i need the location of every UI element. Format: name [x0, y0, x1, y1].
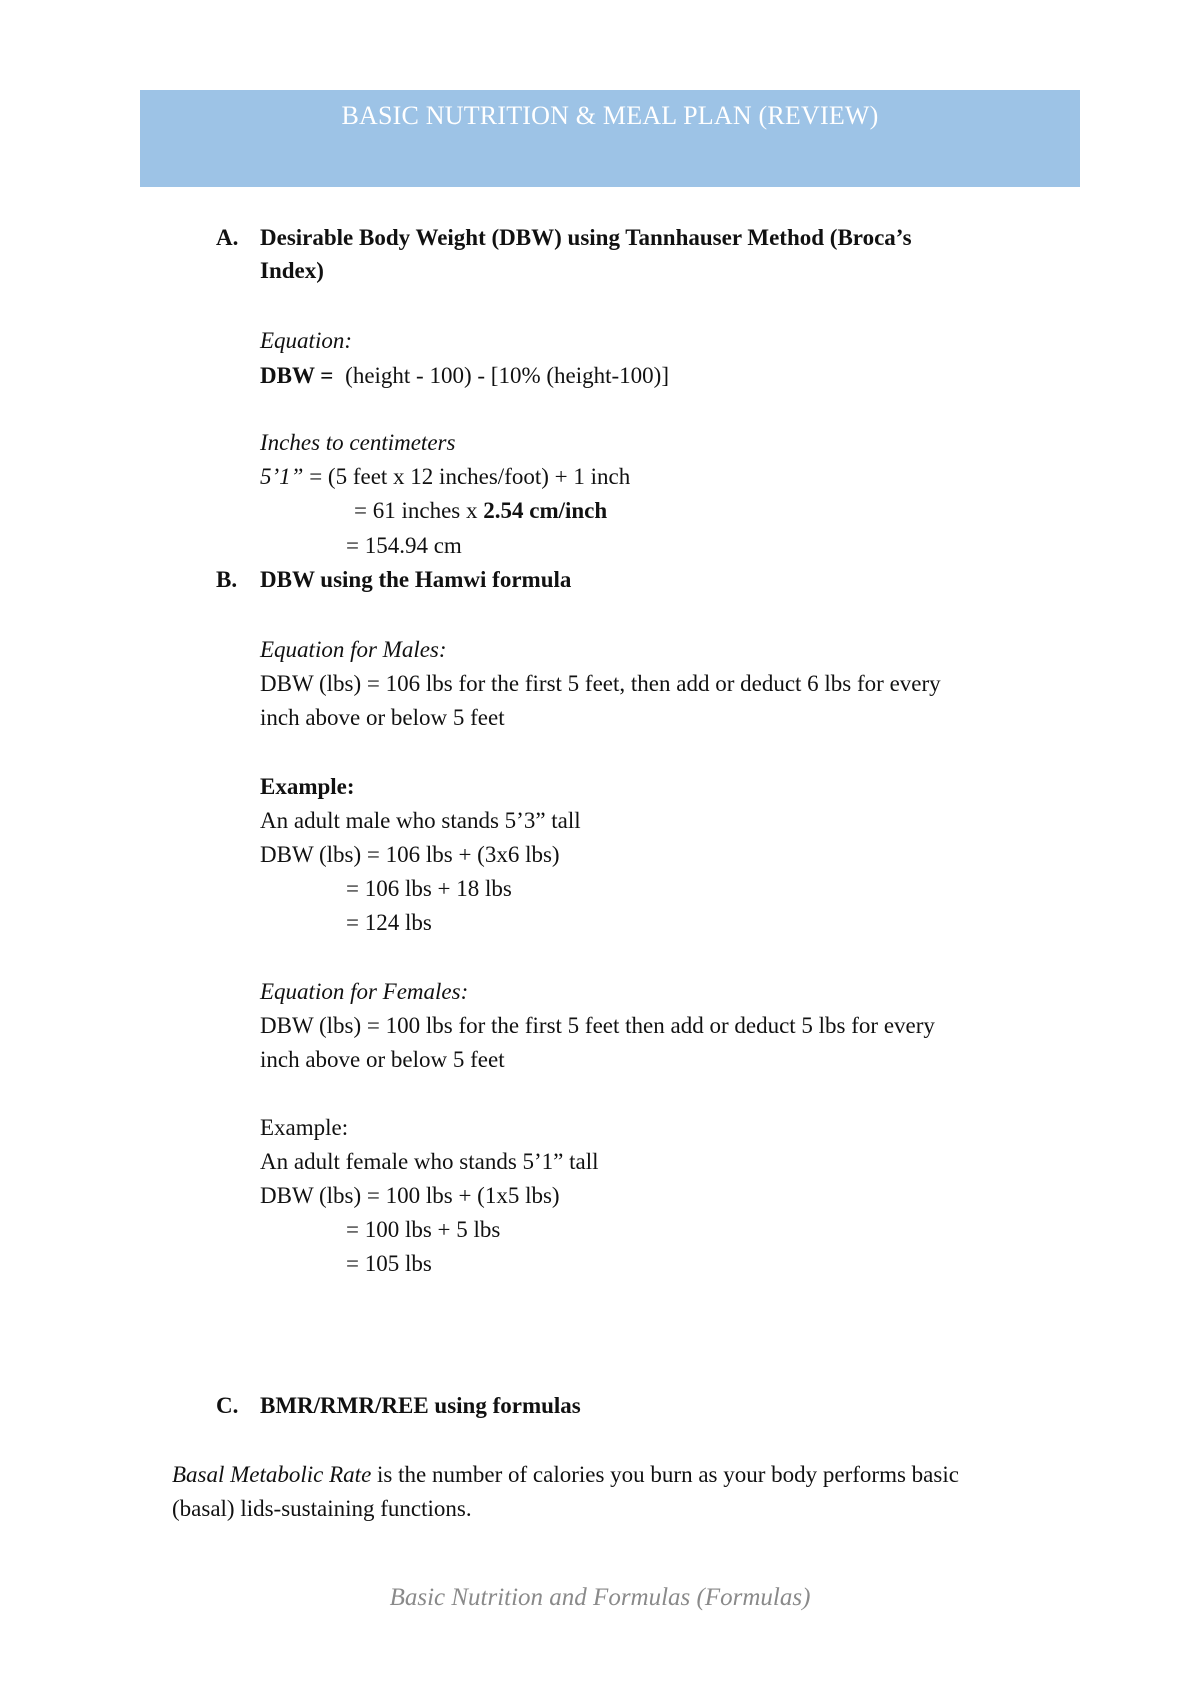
bmr-definition-line2: (basal) lids-sustaining functions.	[172, 1496, 472, 1521]
conversion-inches: = 61 inches x	[354, 498, 484, 523]
females-equation-label: Equation for Females:	[260, 979, 469, 1004]
conversion-height: 5’1”	[260, 464, 304, 489]
page-footer: Basic Nutrition and Formulas (Formulas)	[389, 1584, 811, 1611]
section-b-title: DBW using the Hamwi formula	[260, 567, 572, 592]
females-equation-line1: DBW (lbs) = 100 lbs for the first 5 feet then add or deduct 5 lbs for every	[260, 1013, 935, 1038]
equation-label: Equation:	[260, 328, 352, 353]
conversion-line3: = 154.94 cm	[346, 533, 462, 558]
section-a-title-line2: Index)	[260, 258, 324, 283]
example-male-desc: An adult male who stands 5’3” tall	[260, 808, 581, 833]
conversion-label: Inches to centimeters	[260, 430, 456, 455]
conversion-factor: 2.54 cm/inch	[483, 498, 608, 523]
section-c-title: BMR/RMR/REE using formulas	[260, 1393, 581, 1418]
example-female-desc: An adult female who stands 5’1” tall	[260, 1149, 599, 1174]
example-female-label: Example:	[260, 1115, 349, 1140]
dbw-label: DBW =	[260, 363, 334, 388]
males-equation-line1: DBW (lbs) = 106 lbs for the first 5 feet, then add or deduct 6 lbs for every	[260, 671, 941, 696]
dbw-equation	[260, 362, 669, 390]
conversion-line2	[354, 497, 607, 525]
bmr-definition-line1	[172, 1461, 959, 1489]
conversion-line1	[260, 463, 630, 491]
dbw-formula: (height - 100) - [10% (height-100)]	[345, 363, 669, 388]
example-male-line3: = 124 lbs	[346, 910, 432, 935]
example-male-label: Example:	[260, 774, 355, 799]
males-equation-line2: inch above or below 5 feet	[260, 705, 505, 730]
example-female-line2: = 100 lbs + 5 lbs	[346, 1217, 501, 1242]
females-equation-line2: inch above or below 5 feet	[260, 1047, 505, 1072]
example-male-line2: = 106 lbs + 18 lbs	[346, 876, 512, 901]
example-male-line1: DBW (lbs) = 106 lbs + (3x6 lbs)	[260, 842, 560, 867]
bmr-term: Basal Metabolic Rate	[172, 1462, 372, 1487]
header-banner	[140, 90, 1080, 187]
bmr-text: is the number of calories you burn as your body performs basic	[371, 1462, 959, 1487]
section-b-letter: B.	[216, 567, 238, 592]
example-female-line1: DBW (lbs) = 100 lbs + (1x5 lbs)	[260, 1183, 560, 1208]
page-title: BASIC NUTRITION & MEAL PLAN (REVIEW)	[341, 101, 879, 130]
section-c-letter: C.	[216, 1393, 239, 1418]
example-female-line3: = 105 lbs	[346, 1251, 432, 1276]
section-a-title-line1: Desirable Body Weight (DBW) using Tannhauser Method (Broca’s	[260, 225, 912, 250]
males-equation-label: Equation for Males:	[260, 637, 447, 662]
conversion-formula: = (5 feet x 12 inches/foot) + 1 inch	[309, 464, 631, 489]
section-a-letter: A.	[216, 225, 239, 250]
